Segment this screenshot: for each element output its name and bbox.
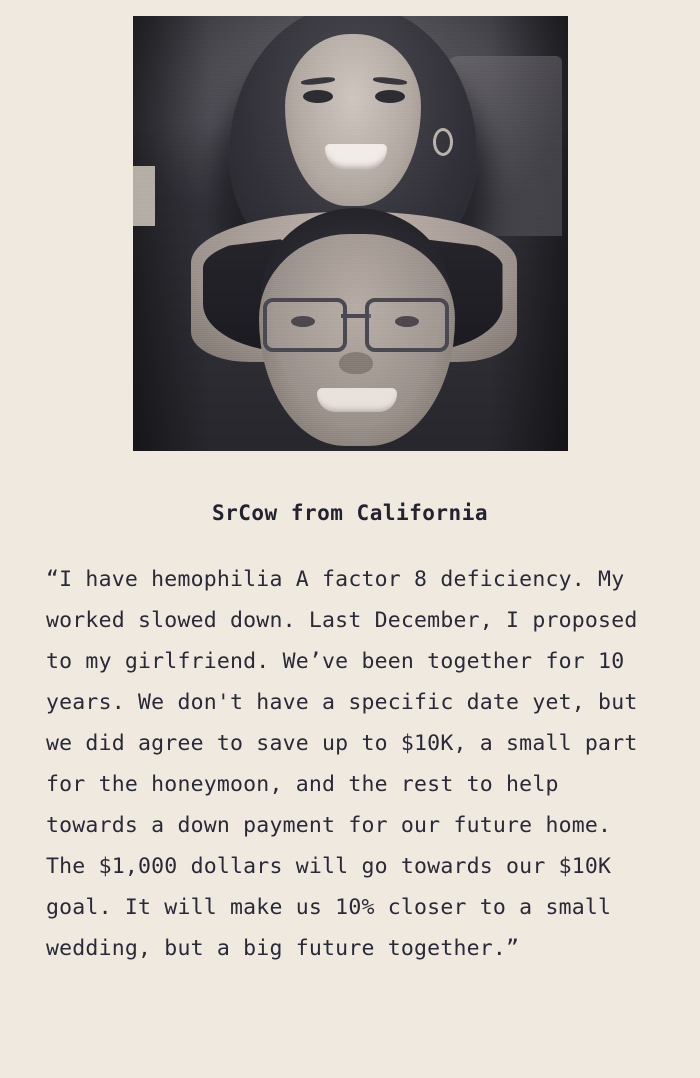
portrait-photo [133, 16, 568, 451]
testimonial-quote: “I have hemophilia A factor 8 deficiency. My worked slowed down. Last December, I proposed to my girlfriend. We’ve been together for 10 years. We don't have a specific date yet, but we did agree to save up to $10K, a small part for the honeymoon, and the rest to help towards a down payment for our future home. The $1,000 dollars will go towards our $10K goal. It will make us 10% closer to a small wedding, but a big future together.” [46, 567, 651, 961]
photo-grain-overlay [133, 16, 568, 451]
testimonial-attribution: SrCow from California [211, 501, 488, 525]
